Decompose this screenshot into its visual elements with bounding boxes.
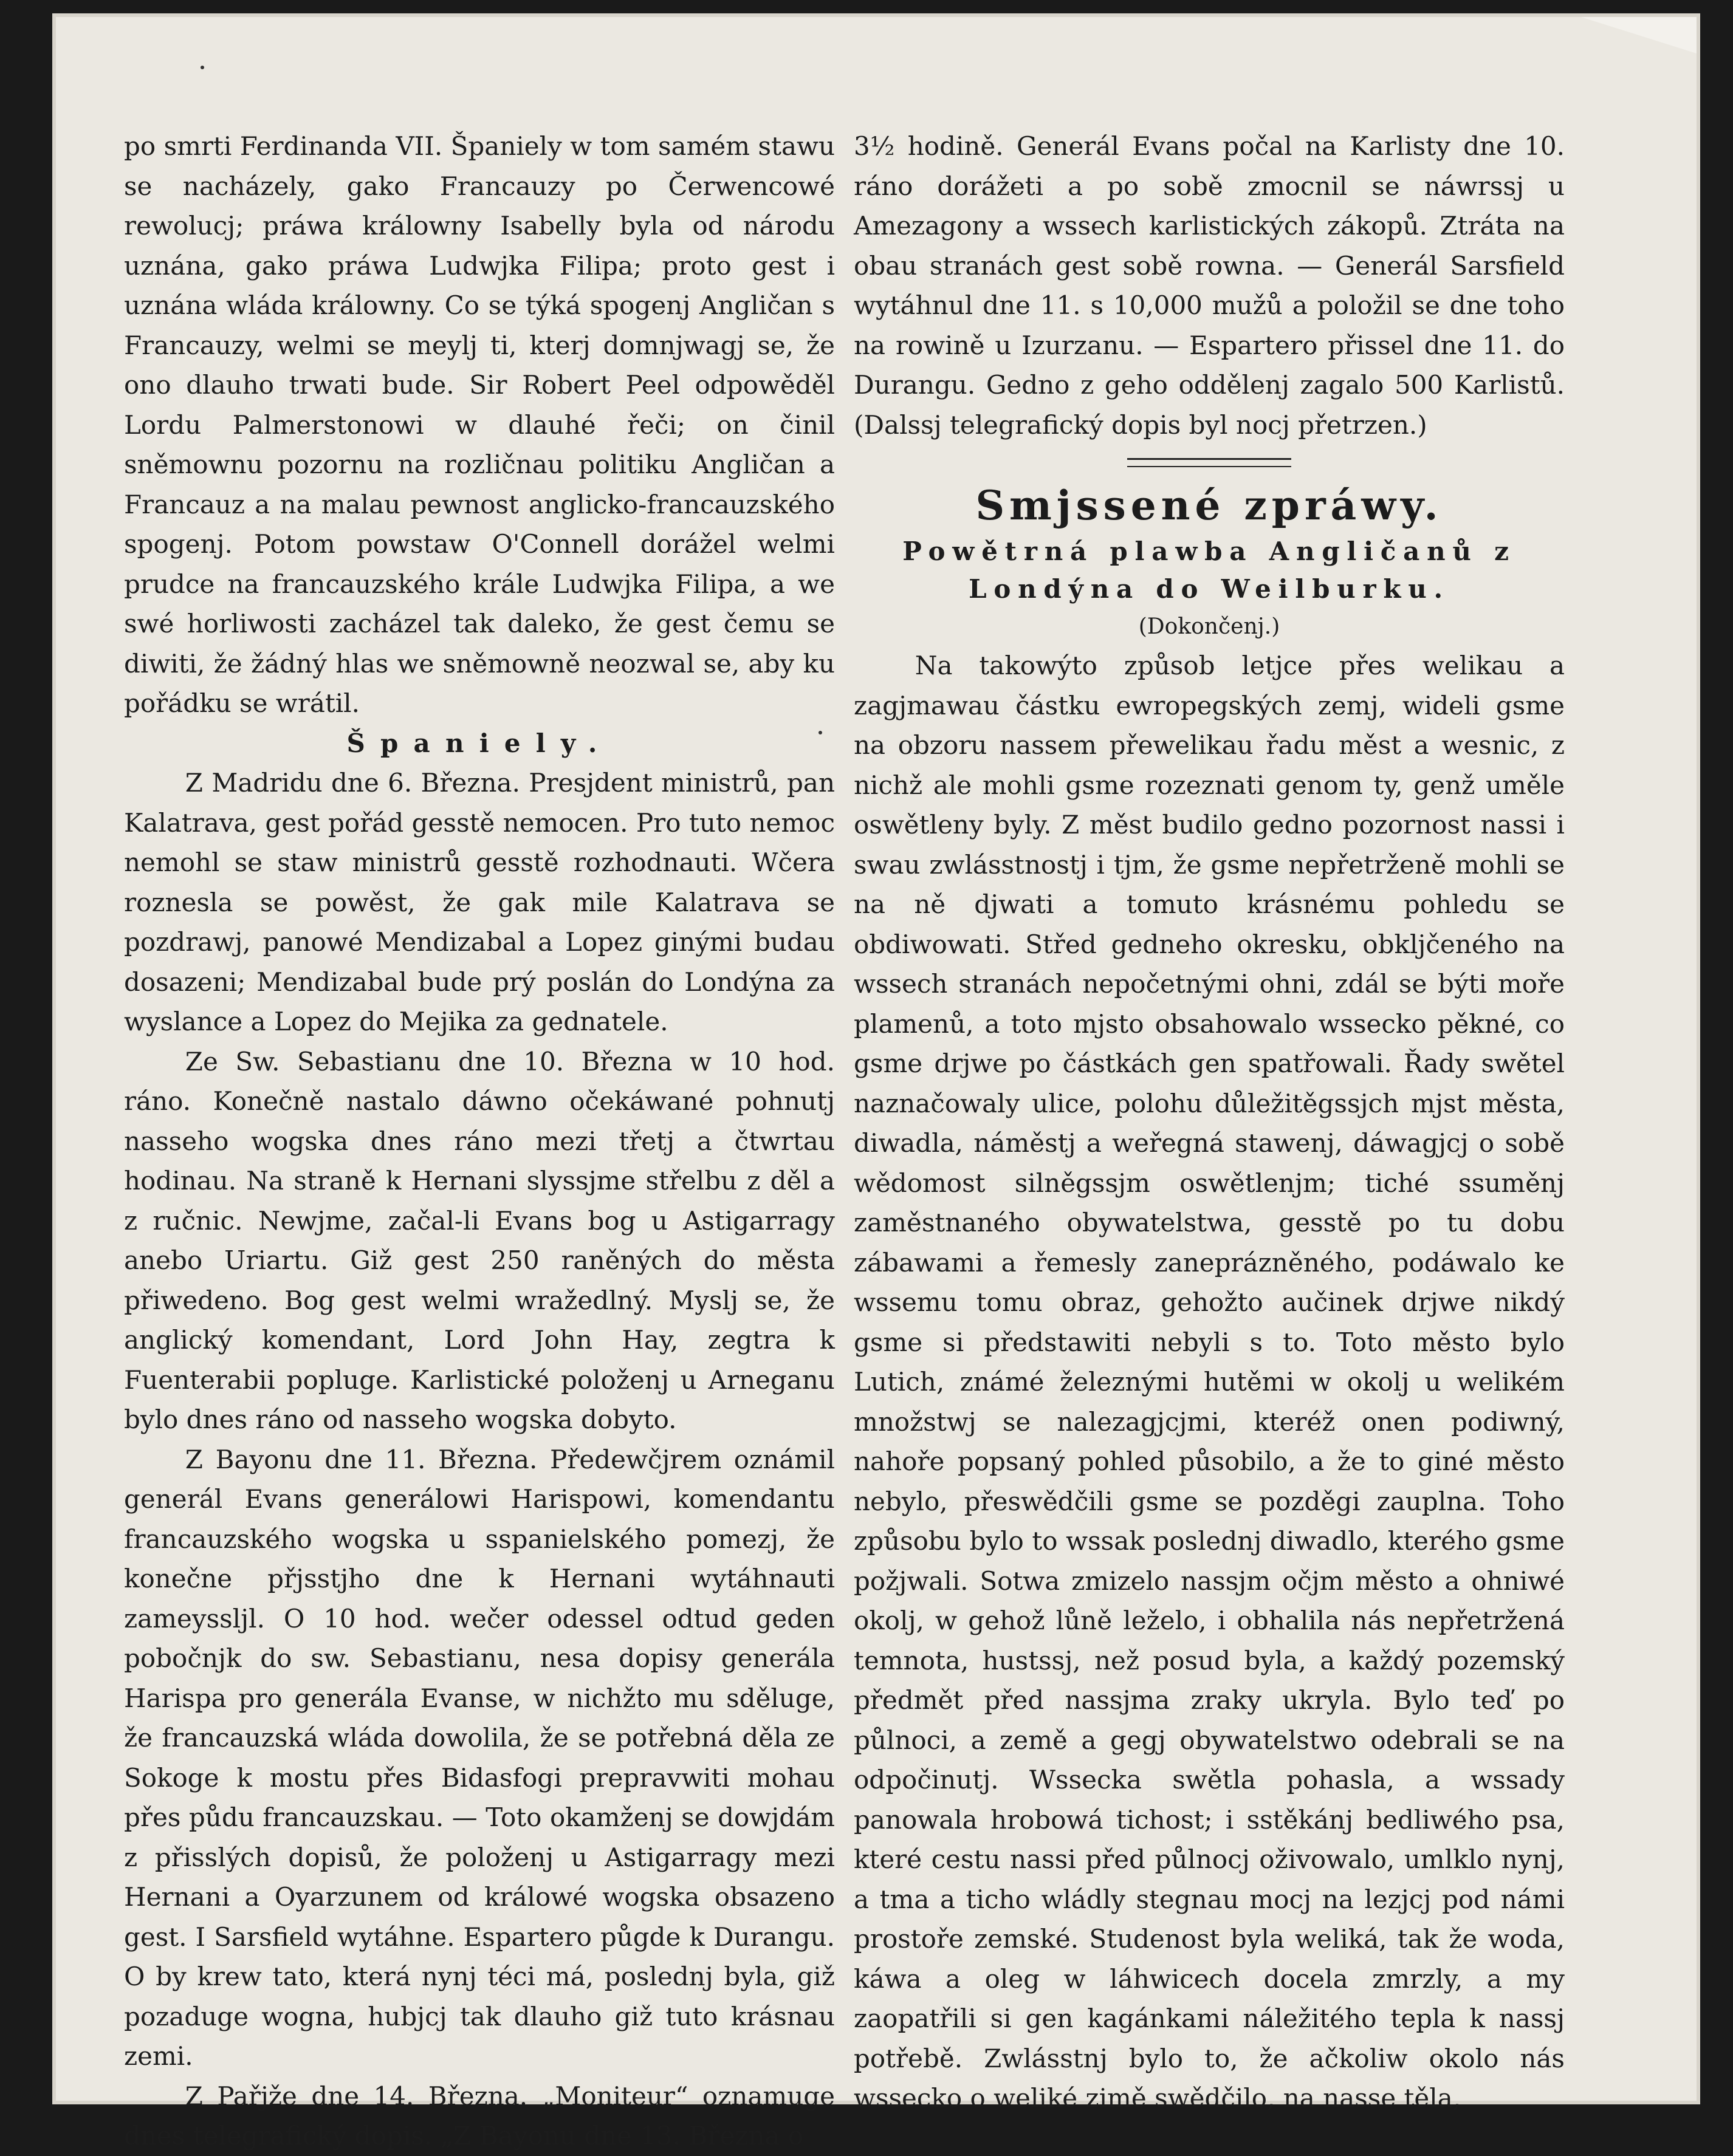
news-bayonne: Z Bayonu dne 11. Března. Předewčjrem oznámil generál Evans generálowi Harispowi, komendantu francauzského wogska u sspanielského pomezj, že konečne přjsstjho dne k Hernani wytáhnauti zameyssljl. O 10 hod. wečer odessel odtud geden pobočnjk do sw. Sebastianu, nesa dopisy generála Harispa pro generála Evanse, w nichžto mu sděluge, že francauzská wláda dowolila, že se potřebná děla ze Sokoge k mostu přes Bidasfogi prepravwiti mohau přes půdu francauzskau. — Toto okamženj se dowjdám z přisslých dopisů, že položenj u Astigarragy mezi Hernani a Oyarzunem od králowé wogska obsazeno gest. I Sarsfield wytáhne. Espartero půgde k Durangu. O by krew tato, která nynj téci má, poslednj byla, giž pozaduge wogna, hubjcj tak dlauho giž tuto krásnau zemi. [124,1444,835,2071]
paragraph-continuation-right: 3½ hodině. Generál Evans počal na Karlisty dne 10. ráno dorážeti a po sobě zmocnil se náwrssj u Amezagony a wssech karlistických zákopů. Ztráta na obau stranách gest sobě rowna. — Generál Sarsfield wytáhnul dne 11. s 10,000 mužů a položil se dne toho na rowině u Izurzanu. — Espartero přissel dne 11. do Durangu. Gedno z geho oddělenj zagalo 500 Karlistů. (Dalssj telegrafický dopis byl nocj přetrzen.) [854,131,1565,440]
news-madrid: Z Madridu dne 6. Března. Presjdent ministrů, pan Kalatrava, gest pořád gesstě nemocen. Pro tuto nemoc nemohl se staw ministrů gesstě rozhodnauti. Wčera roznesla se powěst, že gak mile Kalatrava se pozdrawj, panowé Mendizabal a Lopez ginými budau dosazeni; Mendizabal bude prý poslán do Londýna za wyslance a Lopez do Mejika za gednatele. [124,768,835,1036]
article-title: Powětrná plawba Angličanů z Londýna do Weilburku. [902,536,1516,604]
news-san-sebastian: Ze Sw. Sebastianu dne 10. Března w 10 hod. ráno. Konečně nastalo dáwno očekáwané pohnutj nasseho wogska dnes ráno mezi třetj a čtwrtau hodinau. Na straně k Hernani slyssjme střelbu z děl a z ručnic. Newjme, začal-li Evans bog u Astigarragy anebo Uriartu. Giž gest 250 raněných do města přiwedeno. Bog gest welmi wražedlný. Myslj se, že anglický komendant, Lord John Hay, zegtra k Fuenterabii popluge. Karlistické položenj u Arneganu bylo dnes ráno od nasseho wogska dobyto. [124,1046,835,1434]
right-column [854,126,1565,2118]
paragraph-continuation: po smrti Ferdinanda VII. Španiely w tom samém stawu se nacházely, gako Francauzy po Čerwencowé rewolucj; práwa králowny Isabelly byla od národu uznána, gako práwa Ludwjka Filipa; proto gest i uznána wláda králowny. Co se týká spogenj Angličan s Francauzy, welmi se meylj ti, kterj domnjwagj se, že ono dlauho trwati bude. Sir Robert Peel odpowěděl Lordu Palmerstonowi w dlauhé řeči; on činil sněmownu pozornu na rozličnau politiku Angličan a Francauz a na malau pewnost anglicko-francauzského spogenj. Potom powstaw O'Connell dorážel welmi prudce na francauzského krále Ludwjka Filipa, a we swé horliwosti zacházel tak daleko, že gest čemu se diwiti, že žádný hlas we sněmowně neozwal se, aby ku pořádku se wrátil. [124,131,835,718]
left-column [124,126,835,2156]
section-heading-spain: Španiely. [346,728,613,758]
print-speck [818,731,822,734]
print-speck [201,66,204,69]
newspaper-page [56,17,1697,2151]
article-note: (Dokončenj.) [1138,614,1280,639]
section-divider [1127,458,1291,467]
article-body: Na takowýto způsob letjce přes welikau a zagjmawau částku ewropegských zemj, wideli gsme na obzoru nassem přewelikau řadu měst a wesnic, z nichž ale mohli gsme rozeznati genom ty, genž uměle oswětleny byly. Z měst budilo gedno pozornost nassi i swau zwlásstnostj i tjm, že gsme nepřetrženě mohli se na ně djwati a tomuto krásnému pohledu se obdiwowati. Střed gedneho okresku, obkljčeného na wssech stranách nepočetnými ohni, zdál se býti moře plamenů, a toto mjsto obsahowalo wssecko pěkné, co gsme drjwe po částkách gen spatřowali. Řady swětel naznačowaly ulice, polohu důležitěgssjch mjst města, diwadla, náměstj a weřegná stawenj, dáwagjcj o sobě wědomost silněgssjm oswětlenjm; tiché ssuměnj zaměstnaného obywatelstwa, gesstě po tu dobu zábawami a řemesly zaneprázněného, podáwalo ke wssemu tomu obraz, gehožto aučinek drjwe nikdý gsme si předstawiti nebyli s to. Toto město bylo Lutich, známé železnými hutěmi w okolj u welikém množstwj se nalezagjcjmi, kteréž onen podiwný, nahoře popsaný pohled působilo, a že to giné město nebylo, přeswědčili gsme se pozděgi zauplna. Toho způsobu bylo to wssak poslednj diwadlo, kterého gsme požjwali. Sotwa zmizelo nassjm očjm město a ohniwé okolj, w gehož lůně leželo, i obhalila nás nepřetržená temnota, hustssj, než posud byla, a každý pozemský předmět před nassjma zraky ukryla. Bylo teď po půlnoci, a země a gegj obywatelstwo odebrali se na odpočinutj. Wssecka swětla pohasla, a wssady panowala hrobowá tichost; i sstěkánj bedliwého psa, které cestu nassi před půlnocj oživowalo, umlklo nynj, a tma a ticho wládly stegnau mocj na lezjcj pod námi prostoře zemské. Studenost byla weliká, tak že woda, káwa a oleg w láhwicech docela zmrzly, a my zaopatřili si gen kagánkami náležitého tepla k nassj potřebě. Zwlásstnj bylo to, že ačkoliw okolo nás wssecko o weliké zimě swědčilo, na nasse těla, [854,651,1565,2113]
page-corner-fold [1581,17,1697,53]
section-title: Smjssené zpráwy. [975,482,1443,529]
news-paris: Z Pařjže dne 14. Března. „Moniteur“ oznamuge dnes telegrafický dopis. „Z Bayonu dne 13. Března o [124,2081,835,2151]
